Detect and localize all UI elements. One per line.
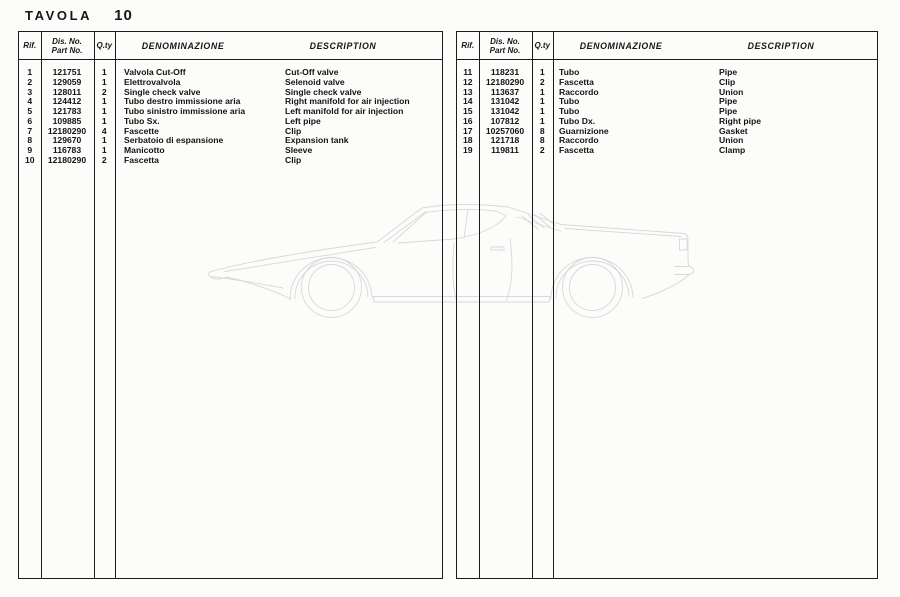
cell-description: Expansion tank bbox=[285, 135, 349, 146]
cell-qty: 1 bbox=[101, 135, 107, 146]
page-title bbox=[25, 7, 133, 24]
cell-denominazione: Valvola Cut-Off bbox=[124, 67, 186, 77]
cell-description: Union bbox=[719, 135, 744, 146]
table-body bbox=[19, 60, 442, 166]
cell-rif: 13 bbox=[462, 86, 473, 97]
header-description: DESCRIPTION bbox=[747, 40, 815, 51]
cell-denominazione: Tubo destro immissione aria bbox=[124, 96, 241, 107]
header-dis-line1: Dis. No. bbox=[490, 36, 520, 46]
cell-part-no: 116783 bbox=[52, 145, 82, 155]
cell-rif: 2 bbox=[27, 76, 33, 87]
cell-part-no: 131042 bbox=[490, 106, 520, 116]
cell-denominazione: Guarnizione bbox=[559, 125, 609, 136]
cell-qty: 1 bbox=[101, 96, 107, 107]
header-rif: Rif. bbox=[23, 41, 37, 50]
cell-denominazione: Tubo Dx. bbox=[559, 115, 596, 126]
cell-qty: 1 bbox=[101, 67, 107, 77]
header-dis-part-no bbox=[479, 37, 532, 56]
cell-qty: 8 bbox=[539, 125, 545, 136]
cell-qty: 2 bbox=[539, 145, 545, 155]
cell-qty: 1 bbox=[539, 86, 545, 97]
cell-qty: 1 bbox=[101, 106, 107, 116]
cell-part-no: 10257060 bbox=[485, 125, 525, 136]
cell-qty: 1 bbox=[539, 96, 545, 107]
cell-denominazione: Single check valve bbox=[124, 86, 201, 97]
cell-denominazione: Fascetta bbox=[124, 154, 159, 165]
cell-description: Single check valve bbox=[285, 86, 362, 97]
cell-part-no: 12180290 bbox=[485, 76, 525, 87]
cell-rif: 7 bbox=[27, 125, 33, 136]
cell-denominazione: Elettrovalvola bbox=[124, 76, 181, 87]
cell-rif: 19 bbox=[462, 145, 473, 155]
cell-rif: 14 bbox=[462, 96, 473, 107]
cell-denominazione: Manicotto bbox=[124, 145, 165, 155]
cell-denominazione: Tubo bbox=[559, 96, 580, 107]
cell-qty: 1 bbox=[539, 106, 545, 116]
cell-description: Pipe bbox=[719, 96, 738, 107]
cell-qty: 1 bbox=[101, 115, 107, 126]
header-dis-part-no bbox=[41, 37, 94, 56]
cell-qty: 8 bbox=[539, 135, 545, 146]
header-description: DESCRIPTION bbox=[309, 40, 377, 51]
cell-part-no: 121751 bbox=[52, 67, 82, 77]
table-row bbox=[457, 146, 877, 156]
header-denominazione: DENOMINAZIONE bbox=[141, 40, 225, 51]
cell-denominazione: Tubo bbox=[559, 67, 580, 77]
cell-description: Selenoid valve bbox=[285, 76, 345, 87]
cell-part-no: 131042 bbox=[490, 96, 520, 107]
cell-part-no: 128011 bbox=[52, 86, 82, 97]
cell-qty: 4 bbox=[101, 125, 107, 136]
cell-part-no: 121718 bbox=[490, 135, 520, 146]
cell-rif: 4 bbox=[27, 96, 33, 107]
cell-description: Clip bbox=[719, 76, 736, 87]
cell-description: Right pipe bbox=[719, 115, 762, 126]
table-row bbox=[457, 107, 877, 117]
cell-qty: 2 bbox=[539, 76, 545, 87]
table-header bbox=[19, 32, 442, 60]
cell-denominazione: Fascetta bbox=[559, 76, 594, 87]
cell-rif: 15 bbox=[462, 106, 473, 116]
table-header bbox=[457, 32, 877, 60]
header-dis-line2: Part No. bbox=[489, 46, 521, 55]
cell-denominazione: Tubo bbox=[559, 106, 580, 116]
plate-number: 10 bbox=[114, 7, 133, 24]
cell-rif: 6 bbox=[27, 115, 33, 126]
cell-description: Pipe bbox=[719, 106, 738, 116]
cell-qty: 1 bbox=[539, 67, 545, 77]
parts-table-left bbox=[18, 31, 443, 579]
cell-description: Right manifold for air injection bbox=[285, 96, 410, 107]
cell-part-no: 12180290 bbox=[47, 154, 87, 165]
cell-description: Clip bbox=[285, 125, 302, 136]
cell-part-no: 12180290 bbox=[47, 125, 87, 136]
table-row bbox=[19, 68, 442, 78]
table-row bbox=[457, 97, 877, 107]
table-row bbox=[19, 136, 442, 146]
table-row bbox=[19, 78, 442, 88]
cell-rif: 5 bbox=[27, 106, 33, 116]
cell-denominazione: Serbatoio di espansione bbox=[124, 135, 224, 146]
table-row bbox=[457, 127, 877, 137]
cell-rif: 1 bbox=[27, 67, 33, 77]
cell-rif: 9 bbox=[27, 145, 33, 155]
cell-description: Union bbox=[719, 86, 744, 97]
table-row bbox=[19, 127, 442, 137]
cell-denominazione: Tubo Sx. bbox=[124, 115, 160, 126]
cell-part-no: 119811 bbox=[491, 145, 519, 155]
cell-qty: 1 bbox=[101, 145, 107, 155]
cell-part-no: 129059 bbox=[52, 76, 82, 87]
title-word: TAVOLA bbox=[25, 8, 93, 23]
cell-rif: 16 bbox=[462, 115, 473, 126]
cell-part-no: 118231 bbox=[490, 67, 520, 77]
table-row bbox=[457, 136, 877, 146]
cell-description: Sleeve bbox=[285, 145, 313, 155]
cell-part-no: 113637 bbox=[490, 86, 520, 97]
header-denominazione: DENOMINAZIONE bbox=[579, 40, 663, 51]
table-body bbox=[457, 60, 877, 156]
cell-qty: 2 bbox=[101, 86, 107, 97]
cell-description: Gasket bbox=[719, 125, 748, 136]
cell-rif: 12 bbox=[462, 76, 473, 87]
cell-part-no: 107812 bbox=[490, 115, 520, 126]
parts-table-right bbox=[456, 31, 878, 579]
cell-qty: 1 bbox=[539, 115, 545, 126]
cell-part-no: 129670 bbox=[52, 135, 82, 146]
cell-rif: 17 bbox=[462, 125, 473, 136]
cell-description: Left pipe bbox=[285, 115, 321, 126]
header-qty: Q.ty bbox=[96, 41, 113, 50]
cell-rif: 11 bbox=[463, 67, 473, 77]
cell-rif: 18 bbox=[462, 135, 473, 146]
cell-description: Left manifold for air injection bbox=[285, 106, 404, 116]
cell-rif: 3 bbox=[27, 86, 33, 97]
cell-denominazione: Tubo sinistro immissione aria bbox=[124, 106, 246, 116]
table-row bbox=[457, 78, 877, 88]
header-dis-line2: Part No. bbox=[51, 46, 83, 55]
cell-description: Cut-Off valve bbox=[285, 67, 339, 77]
cell-denominazione: Fascette bbox=[124, 125, 159, 136]
cell-rif: 8 bbox=[27, 135, 33, 146]
cell-qty: 1 bbox=[101, 76, 107, 87]
table-row bbox=[19, 156, 442, 166]
cell-description: Pipe bbox=[719, 67, 738, 77]
cell-denominazione: Raccordo bbox=[559, 135, 599, 146]
cell-rif: 10 bbox=[24, 154, 35, 165]
cell-part-no: 124412 bbox=[52, 96, 82, 107]
cell-part-no: 121783 bbox=[52, 106, 82, 116]
header-dis-line1: Dis. No. bbox=[52, 36, 82, 46]
cell-description: Clip bbox=[285, 154, 302, 165]
cell-description: Clamp bbox=[719, 145, 746, 155]
header-rif: Rif. bbox=[461, 41, 475, 50]
table-row bbox=[457, 88, 877, 98]
cell-denominazione: Fascetta bbox=[559, 145, 594, 155]
cell-part-no: 109885 bbox=[52, 115, 82, 126]
header-qty: Q.ty bbox=[534, 41, 551, 50]
cell-denominazione: Raccordo bbox=[559, 86, 599, 97]
cell-qty: 2 bbox=[101, 154, 107, 165]
table-row bbox=[19, 107, 442, 117]
